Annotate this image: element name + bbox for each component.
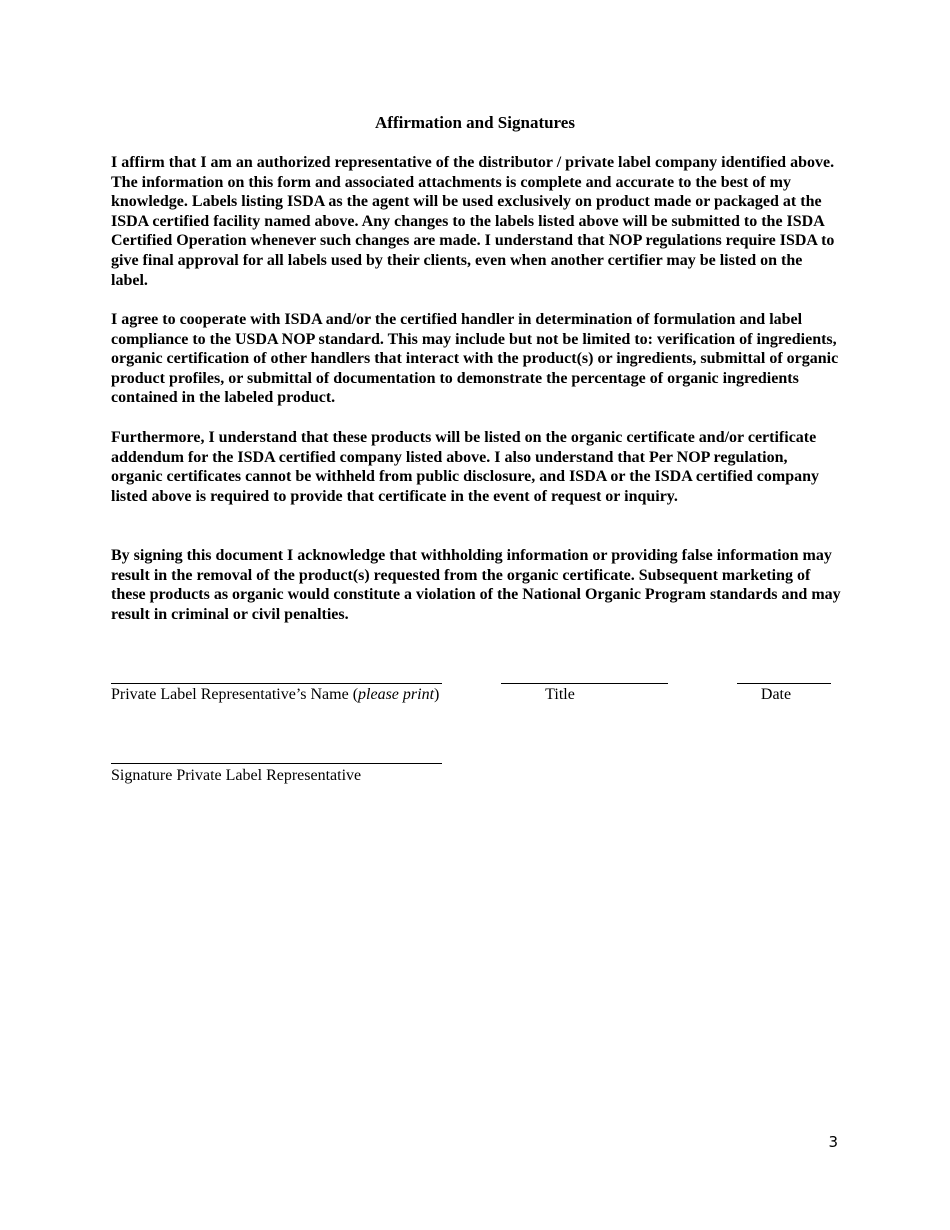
cooperation-paragraph: I agree to cooperate with ISDA and/or the certified handler in determination of formulation and label compliance to the USDA NOP standard. This may include but not be limited to: verification of ingredients, organic certification of other handlers that interact with the product(s) or ingredients, submittal of organic product profiles, or submittal of documentation to demonstrate the percentage of organic ingredients contained in the labeled product. xyxy=(111,311,839,407)
name-label-italic: please print xyxy=(358,686,435,703)
certificate-listing-paragraph: Furthermore, I understand that these products will be listed on the organic certificate and/or certificate addendum for the ISDA certified company listed above. I also understand that Per NOP regulation, organic certificates cannot be withheld from public disclosure, and ISDA or the ISDA certified company listed above is required to provide that certificate in the event of request or inquiry. xyxy=(111,429,819,505)
affirmation-paragraph: I affirm that I am an authorized representative of the distributor / private label company identified above. The information on this form and associated attachments is complete and accurate to the best of my knowledge. Labels listing ISDA as the agent will be used exclusively on product made or packaged at the ISDA certified facility named above. Any changes to the labels listed above will be submitted to the ISDA Certified Operation whenever such changes are made. I understand that NOP regulations require ISDA to give final approval for all labels used by their clients, even when another certifier may be listed on the label. xyxy=(111,154,835,289)
title-line[interactable] xyxy=(501,683,668,684)
date-label: Date xyxy=(760,686,792,703)
page-title: Affirmation and Signatures xyxy=(375,113,575,132)
name-label-suffix: ) xyxy=(434,686,440,703)
signature-line[interactable] xyxy=(111,763,442,764)
date-line[interactable] xyxy=(737,683,831,684)
page-number: 3 xyxy=(828,1133,838,1151)
title-label: Title xyxy=(545,686,575,703)
acknowledgement-paragraph: By signing this document I acknowledge that withholding information or providing false information may result in the removal of the product(s) requested from the organic certificate. Subsequent marketing of these products as organic would constitute a violation of the National Organic Program standards and may result in criminal or civil penalties. xyxy=(111,547,841,623)
name-label-prefix: Private Label Representative’s Name ( xyxy=(111,686,359,703)
representative-name-label xyxy=(111,685,439,705)
representative-name-line[interactable] xyxy=(111,683,442,684)
signature-label: Signature Private Label Representative xyxy=(111,767,362,784)
